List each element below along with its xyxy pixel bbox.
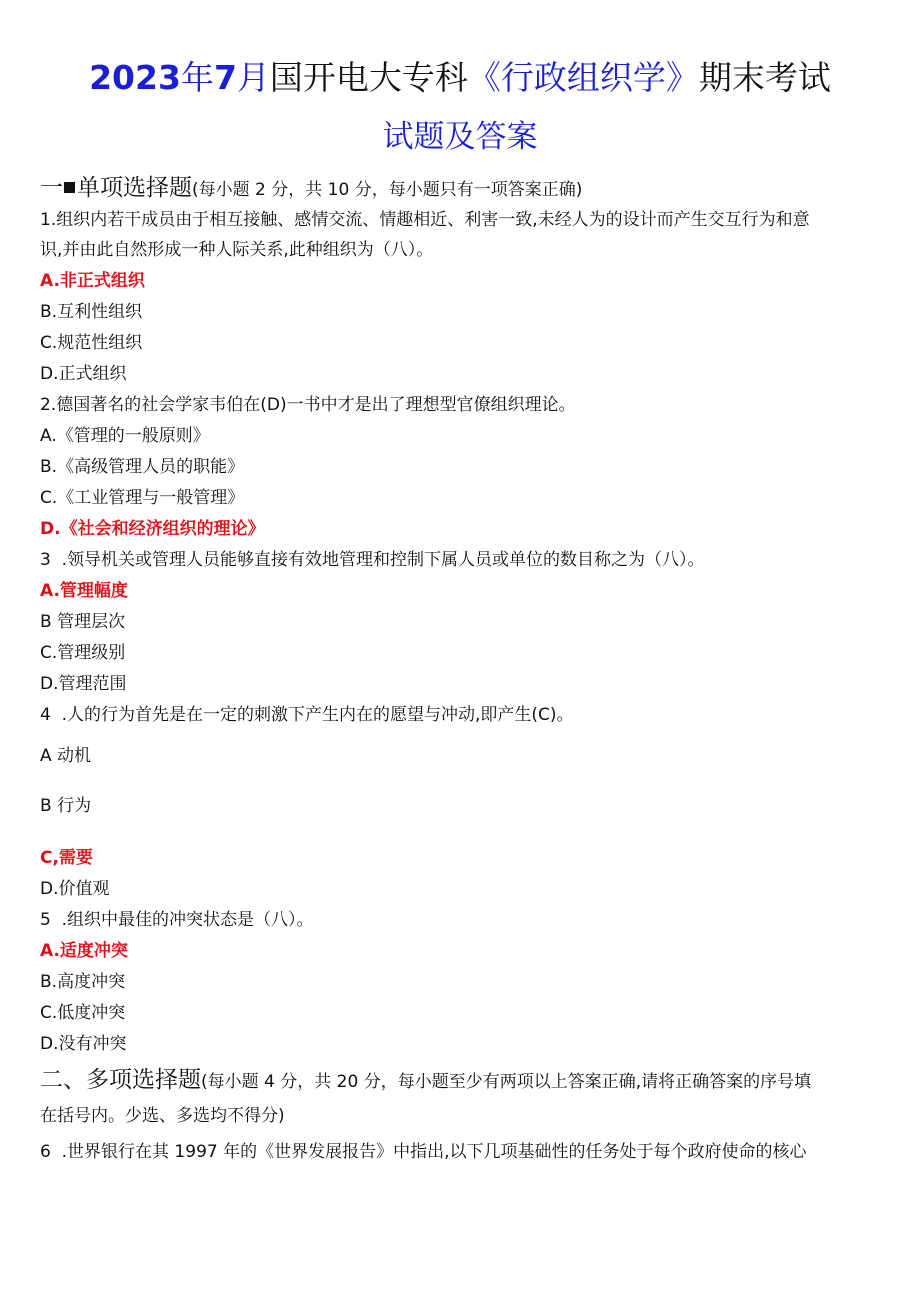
title-course: 《行政组织学》 <box>467 58 699 97</box>
section2-note-line1: (每小题 4 分，共 20 分，每小题至少有两项以上答案正确,请将正确答案的序号填 <box>201 1072 812 1092</box>
q5-option-d: D.没有冲突 <box>40 1034 127 1054</box>
q4-stem: 4 .人的行为首先是在一定的刺激下产生内在的愿望与冲动,即产生(C)。 <box>40 705 574 725</box>
q6-stem: 6 .世界银行在其 1997 年的《世界发展报告》中指出,以下几项基础性的任务处于每个政府使命的核心 <box>40 1142 807 1162</box>
q5-option-b: B.高度冲突 <box>40 972 126 992</box>
q3-option-d: D.管理范围 <box>40 674 127 694</box>
q4-option-a: A 动机 <box>40 746 92 766</box>
q2-stem: 2.德国著名的社会学家韦伯在(D)一书中才是出了理想型官僚组织理论。 <box>40 395 576 415</box>
section2-note-line2: 在括号内。少选、多选均不得分) <box>40 1106 285 1126</box>
q2-option-b: B.《高级管理人员的职能》 <box>40 457 245 477</box>
section1-note: (每小题 2 分，共 10 分，每小题只有一项答案正确) <box>192 180 583 200</box>
q5-option-a-answer: A.适度冲突 <box>40 941 128 961</box>
title-school: 国开电大专科 <box>269 58 468 97</box>
q3-option-a-answer: A.管理幅度 <box>40 581 128 601</box>
q5-option-c: C.低度冲突 <box>40 1003 126 1023</box>
section2-heading <box>40 1068 811 1094</box>
q2-option-a: A.《管理的一般原则》 <box>40 426 210 446</box>
section1-number: 一 <box>40 175 63 201</box>
q4-option-c-answer: C,需要 <box>40 848 93 868</box>
q1-option-b: B.互利性组织 <box>40 302 143 322</box>
q4-option-d: D.价值观 <box>40 879 110 899</box>
q1-option-c: C.规范性组织 <box>40 333 143 353</box>
title-month: 7 <box>213 58 237 97</box>
q1-stem-line2: 识,并由此自然形成一种人际关系,此种组织为（八）。 <box>40 240 434 260</box>
title-yue: 月 <box>236 58 270 97</box>
q1-option-d: D.正式组织 <box>40 364 127 384</box>
q3-option-b: B 管理层次 <box>40 612 126 632</box>
section1-heading <box>40 176 582 202</box>
title-exam: 期末考试 <box>698 58 831 97</box>
q2-option-d-answer: D.《社会和经济组织的理论》 <box>40 519 265 539</box>
exam-title <box>0 58 920 98</box>
q1-stem-line1: 1.组织内若干成员由于相互接触、感情交流、情趣相近、利害一致,未经人为的设计而产生交互行为和意 <box>40 210 810 230</box>
q3-stem: 3 .领导机关或管理人员能够直接有效地管理和控制下属人员或单位的数目称之为（八）。 <box>40 550 705 570</box>
square-bullet-icon <box>64 182 75 193</box>
section2-label: 二、多项选择题 <box>40 1067 201 1093</box>
q3-option-c: C.管理级别 <box>40 643 126 663</box>
q2-option-c: C.《工业管理与一般管理》 <box>40 488 245 508</box>
title-nian: 年 <box>180 58 214 97</box>
section1-label: 单项选择题 <box>77 175 192 201</box>
q4-option-b: B 行为 <box>40 796 92 816</box>
q1-option-a-answer: A.非正式组织 <box>40 271 145 291</box>
exam-subtitle: 试题及答案 <box>382 119 538 155</box>
title-year: 2023 <box>89 58 181 97</box>
q5-stem: 5 .组织中最佳的冲突状态是（八）。 <box>40 910 314 930</box>
